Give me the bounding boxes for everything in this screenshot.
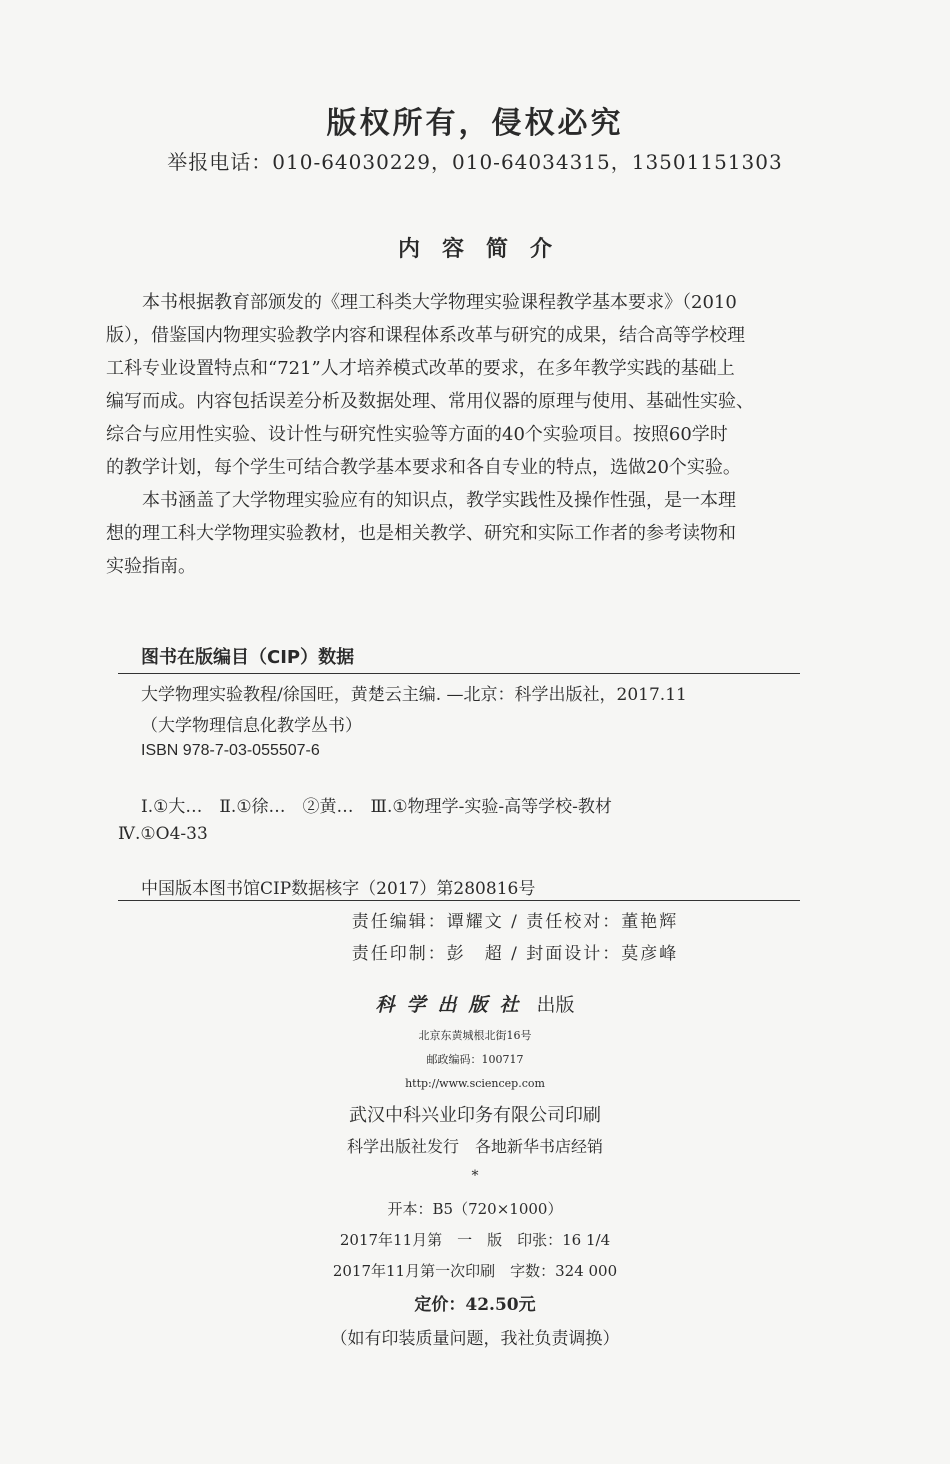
cip-top-rule (118, 673, 800, 674)
report-phone: 举报电话：010-64030229，010-64034315，13501151303 (167, 150, 783, 174)
spec-edition: 2017年11月第 一 版 印张：16 1/4 (339, 1231, 611, 1249)
credits-production: 责任印制：彭 超 / 封面设计：莫彦峰 (351, 944, 679, 964)
intro-line: 版），借鉴国内物理实验教学内容和课程体系改革与研究的成果，结合高等学校理 (106, 325, 745, 346)
publisher-postcode: 邮政编码：100717 (426, 1053, 524, 1066)
cip-book-info: 大学物理实验教程/徐国旺，黄楚云主编. —北京：科学出版社，2017.11 (141, 685, 687, 705)
spec-format: 开本：B5（720×1000） (387, 1200, 563, 1218)
cip-isbn: ISBN 978-7-03-055507-6 (141, 742, 320, 759)
printer: 武汉中科兴业印务有限公司印刷 (349, 1105, 601, 1126)
cip-bottom-rule (118, 900, 800, 901)
intro-heading: 内容简介 (397, 236, 574, 262)
intro-line: 本书涵盖了大学物理实验应有的知识点，教学实践性及操作性强，是一本理 (142, 490, 736, 511)
publisher-logo-text: 科学出版社 (375, 994, 531, 1016)
cip-title: 图书在版编目（CIP）数据 (141, 647, 355, 668)
intro-line: 编写而成。内容包括误差分析及数据处理、常用仪器的原理与使用、基础性实验、 (106, 391, 754, 412)
cip-series: （大学物理信息化教学丛书） (141, 716, 362, 736)
credits-editor: 责任编辑：谭耀文 / 责任校对：董艳辉 (351, 912, 679, 932)
publisher-url: http://www.sciencep.com (405, 1077, 545, 1090)
cip-classification: Ⅳ.①O4-33 (118, 824, 208, 844)
price: 定价：42.50元 (414, 1295, 536, 1315)
quality-notice: （如有印装质量问题，我社负责调换） (330, 1329, 620, 1349)
cip-subject-index: Ⅰ.①大… Ⅱ.①徐… ②黄… Ⅲ.①物理学-实验-高等学校-教材 (141, 797, 612, 817)
intro-line: 综合与应用性实验、设计性与研究性实验等方面的40个实验项目。按照60学时 (106, 424, 728, 445)
publisher-suffix: 出版 (536, 994, 575, 1016)
distributor: 科学出版社发行 各地新华书店经销 (346, 1137, 603, 1156)
separator-asterisk: * (471, 1168, 479, 1184)
intro-line: 本书根据教育部颁发的《理工科类大学物理实验课程教学基本要求》（2010 (142, 292, 737, 313)
publisher-line (0, 990, 950, 1017)
intro-line: 工科专业设置特点和“721”人才培养模式改革的要求，在多年教学实践的基础上 (106, 358, 735, 379)
publisher-address: 北京东黄城根北街16号 (418, 1029, 532, 1042)
intro-paragraph-2 (106, 484, 822, 583)
cip-record-number: 中国版本图书馆CIP数据核字（2017）第280816号 (141, 879, 536, 899)
intro-line: 的教学计划，每个学生可结合教学基本要求和各自专业的特点，选做20个实验。 (106, 457, 741, 478)
spec-printing: 2017年11月第一次印刷 字数：324 000 (332, 1262, 618, 1280)
intro-paragraph-1 (106, 286, 822, 484)
intro-line: 实验指南。 (106, 556, 196, 577)
copyright-notice: 版权所有，侵权必究 (326, 106, 624, 141)
intro-line: 想的理工科大学物理实验教材，也是相关教学、研究和实际工作者的参考读物和 (106, 523, 736, 544)
